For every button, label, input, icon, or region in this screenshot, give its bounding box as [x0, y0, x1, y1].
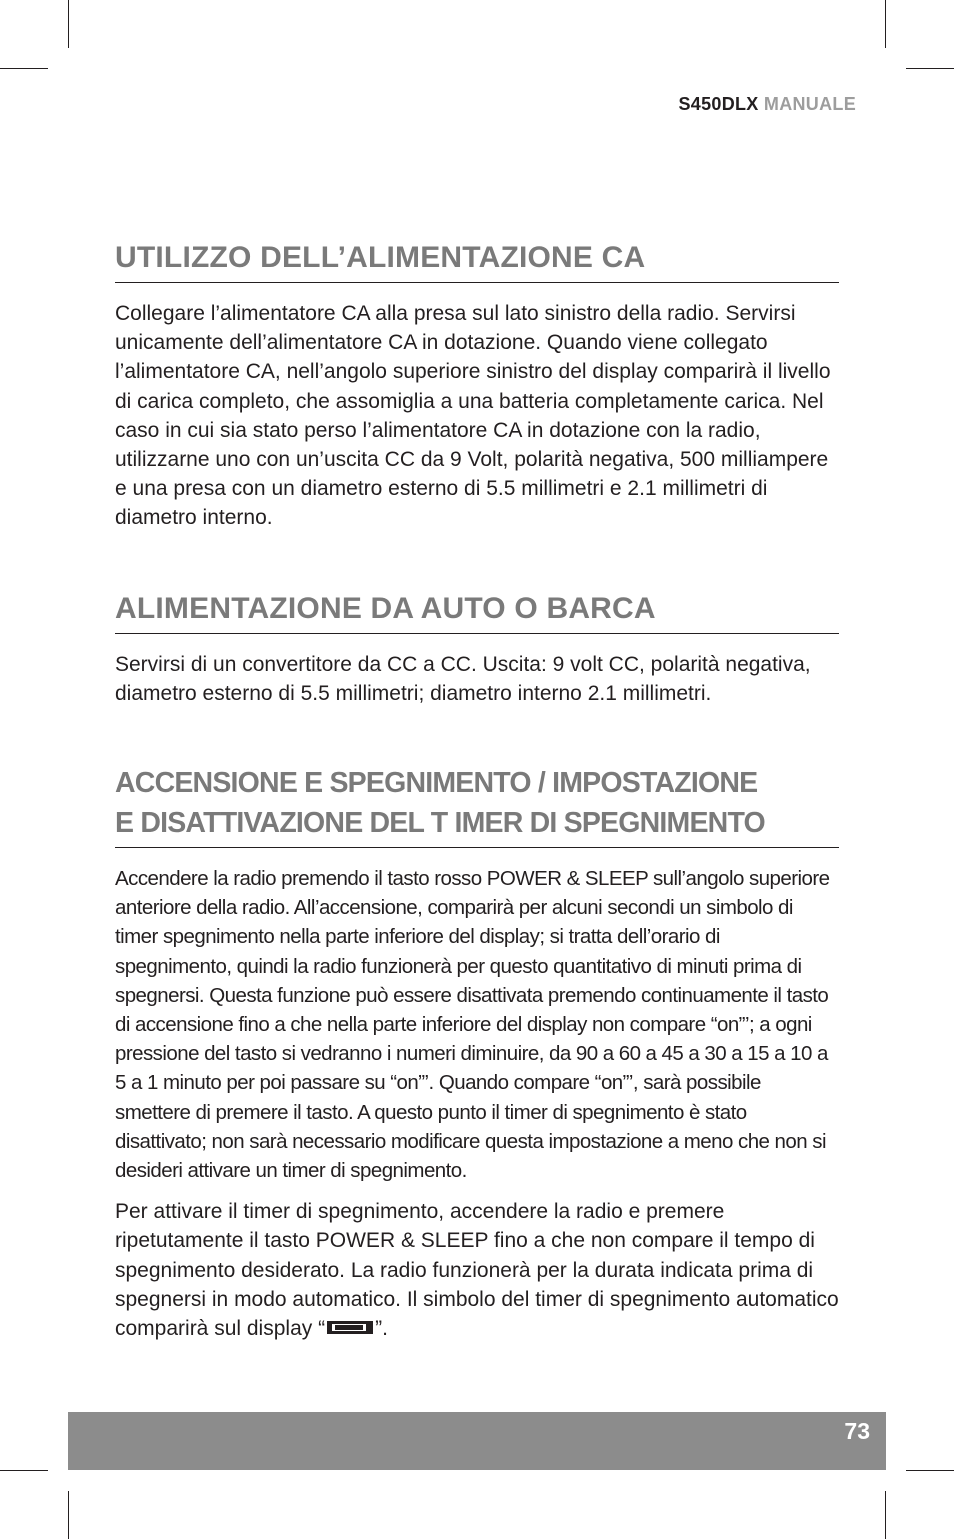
section-ac-power	[115, 238, 839, 533]
section-title-line-1: ACCENSIONE E SPEGNIMENTO / IMPOSTAZIONE	[115, 767, 758, 799]
section-power-sleep-timer	[115, 763, 839, 1343]
paragraph-text: Per attivare il timer di spegnimento, accendere la radio e premere ripetutamente il tasto POWER & SLEEP fino a che non compare il tempo di spegnimento desiderato. La radio funzionerà per la durata indicata prima di spegnersi in modo automatico. Il simbolo del timer di spegnimento automatico comparirà sul display “	[115, 1200, 839, 1341]
crop-mark-bottom-left-v	[68, 1491, 69, 1539]
section-car-boat-power	[115, 589, 839, 708]
page-number: 73	[844, 1418, 870, 1444]
sleep-timer-icon	[327, 1321, 373, 1334]
running-header	[678, 94, 856, 115]
section-paragraph	[115, 1197, 839, 1343]
crop-mark-bottom-right-h	[906, 1470, 954, 1471]
section-title: ALIMENTAZIONE DA AUTO O BARCA	[115, 589, 839, 634]
section-paragraph: Accendere la radio premendo il tasto rosso POWER & SLEEP sull’angolo superiore anteriore della radio. All’accensione, comparirà per alcuni secondi un simbolo di timer spegnimento nella parte inferiore del display; si tratta dell’orario di spegnimento, quindi la radio funzionerà per questo quantitativo di minuti prima di spegnersi. Questa funzione può essere disattivata premendo continuamente il tasto di accensione fino a che nella parte inferiore del display non compare “on”’; a ogni pressione del tasto si vedranno i numeri diminuire, da 90 a 60 a 45 a 30 a 15 a 10 a 5 a 1 minuto per poi passare su “on”’. Quando compare “on”’, sarà possibile smettere di premere il tasto. A questo punto il timer di spegnimento è stato disattivato; non sarà necessario modificare questa impostazione a meno che non si desideri attivare un timer di spegnimento.	[115, 867, 830, 1183]
crop-mark-top-right-v	[885, 0, 886, 48]
section-paragraph: Collegare l’alimentatore CA alla presa sul lato sinistro della radio. Servirsi unicamente dell’alimentatore CA in dotazione. Quando viene collegato l’alimentatore CA, nell’angolo superiore sinistro del display comparirà il livello di carica completo, che assomiglia a una batteria completamente carica. Nel caso in cui sia stato perso l’alimentatore CA in dotazione con la radio, utilizzarne uno con un’uscita CC da 9 Volt, polarità negativa, 500 milliampere e una presa con un diametro esterno di 5.5 millimetri e 2.1 millimetri di diametro interno.	[115, 302, 831, 530]
crop-mark-bottom-right-v	[885, 1491, 886, 1539]
crop-mark-bottom-left-h	[0, 1470, 48, 1471]
section-title: UTILIZZO DELL’ALIMENTAZIONE CA	[115, 238, 839, 283]
section-paragraph: Servirsi di un convertitore da CC a CC. Uscita: 9 volt CC, polarità negativa, diametro esterno di 5.5 millimetri; diametro interno 2.1 millimetri.	[115, 653, 811, 706]
header-manual: MANUALE	[763, 94, 856, 114]
crop-mark-top-left-v	[68, 0, 69, 48]
header-model: S450DLX	[678, 94, 759, 114]
closing-quote: ”.	[375, 1317, 388, 1341]
footer-bar	[68, 1412, 886, 1470]
crop-mark-top-left-h	[0, 68, 48, 69]
section-title-line-2: E DISATTIVAZIONE DEL T IMER DI SPEGNIMENTO	[115, 807, 765, 839]
crop-mark-top-right-h	[906, 68, 954, 69]
section-title	[115, 763, 839, 848]
